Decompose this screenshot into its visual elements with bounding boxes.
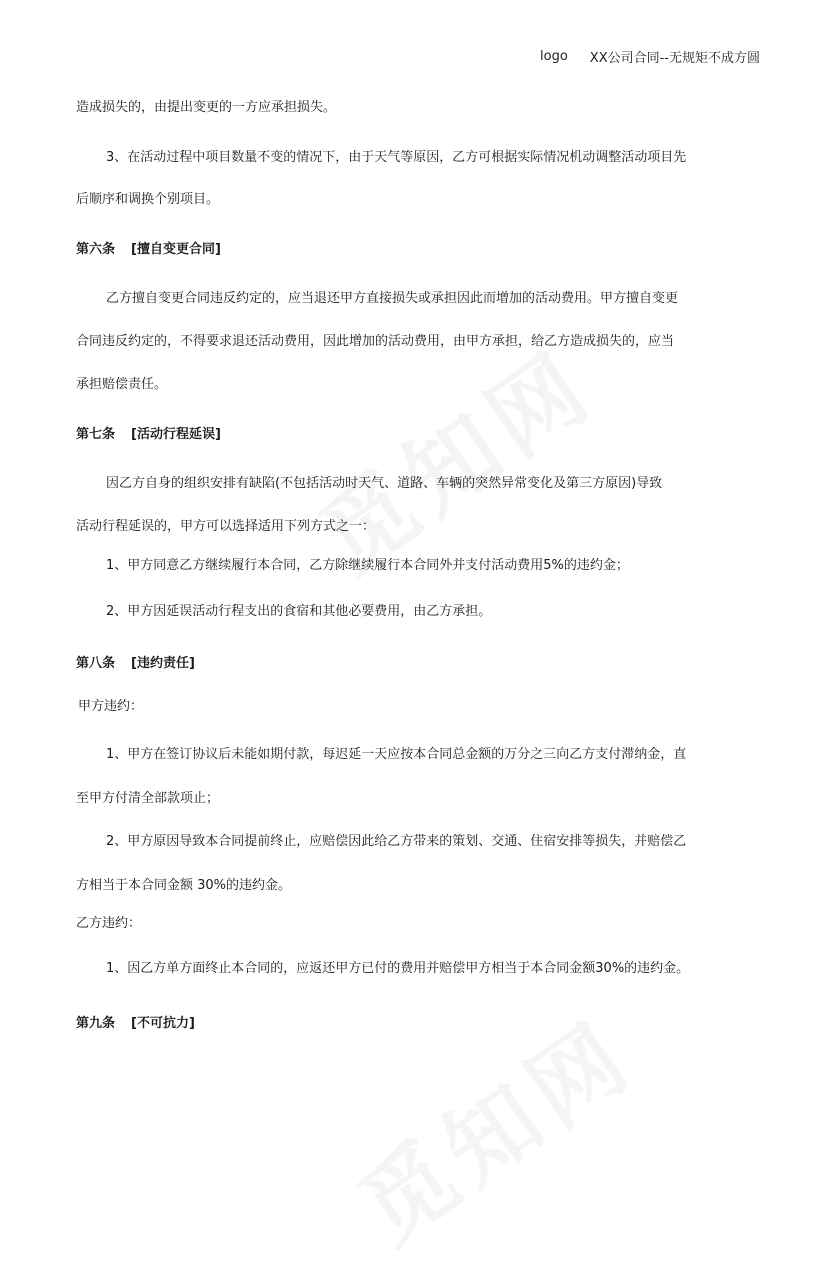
section-heading-6 (76, 241, 766, 259)
article-number: 第七条 (76, 427, 116, 442)
section-heading-8 (76, 655, 766, 673)
paragraph-line: 至甲方付清全部款项止； (76, 791, 220, 806)
subheading-party-b: 乙方违约： (76, 916, 142, 931)
list-item: 1、甲方在签订协议后未能如期付款，每迟延一天应按本合同总金额的万分之三向乙方支付滞纳金，直 (106, 747, 687, 762)
list-item: 1、甲方同意乙方继续履行本合同，乙方除继续履行本合同外并支付活动费用5%的违约金； (106, 558, 629, 573)
paragraph-line: 后顺序和调换个别项目。 (76, 192, 220, 207)
article-title: [不可抗力] (131, 1016, 195, 1031)
paragraph-line: 合同违反约定的，不得要求退还活动费用，因此增加的活动费用，由甲方承担，给乙方造成损失的，应当 (76, 334, 675, 349)
paragraph-line: 造成损失的，由提出变更的一方应承担损失。 (76, 100, 337, 115)
paragraph-line: 活动行程延误的，甲方可以选择适用下列方式之一： (76, 519, 376, 534)
paragraph-line: 因乙方自身的组织安排有缺陷(不包括活动时天气、道路、车辆的突然异常变化及第三方原因)导致 (106, 476, 663, 491)
list-item: 2、甲方因延误活动行程支出的食宿和其他必要费用，由乙方承担。 (106, 604, 492, 619)
subheading-party-a: 甲方违约： (78, 699, 144, 714)
watermark (290, 314, 616, 598)
section-heading-9 (76, 1015, 766, 1033)
header-logo: logo (540, 49, 568, 64)
section-heading-7 (76, 426, 766, 444)
list-item: 2、甲方原因导致本合同提前终止，应赔偿因此给乙方带来的策划、交通、住宿安排等损失，并赔偿乙 (106, 834, 687, 849)
header-title: XX公司合同--无规矩不成方圆 (589, 51, 760, 66)
article-number: 第八条 (76, 656, 116, 671)
list-item: 1、因乙方单方面终止本合同的，应返还甲方已付的费用并赔偿甲方相当于本合同金额30%的违约金。 (106, 961, 690, 976)
article-title: [擅自变更合同] (131, 242, 221, 257)
page-header (540, 47, 760, 66)
article-number: 第六条 (76, 242, 116, 257)
article-title: [活动行程延误] (131, 427, 221, 442)
paragraph-line: 方相当于本合同金额 30%的违约金。 (76, 878, 292, 893)
paragraph-line: 乙方擅自变更合同违反约定的，应当退还甲方直接损失或承担因此而增加的活动费用。甲方擅自变更 (106, 291, 679, 306)
paragraph-line: 承担赔偿责任。 (76, 377, 168, 392)
article-title: [违约责任] (131, 656, 195, 671)
article-number: 第九条 (76, 1016, 116, 1031)
paragraph-line: 3、在活动过程中项目数量不变的情况下，由于天气等原因，乙方可根据实际情况机动调整活动项目先 (106, 150, 687, 165)
